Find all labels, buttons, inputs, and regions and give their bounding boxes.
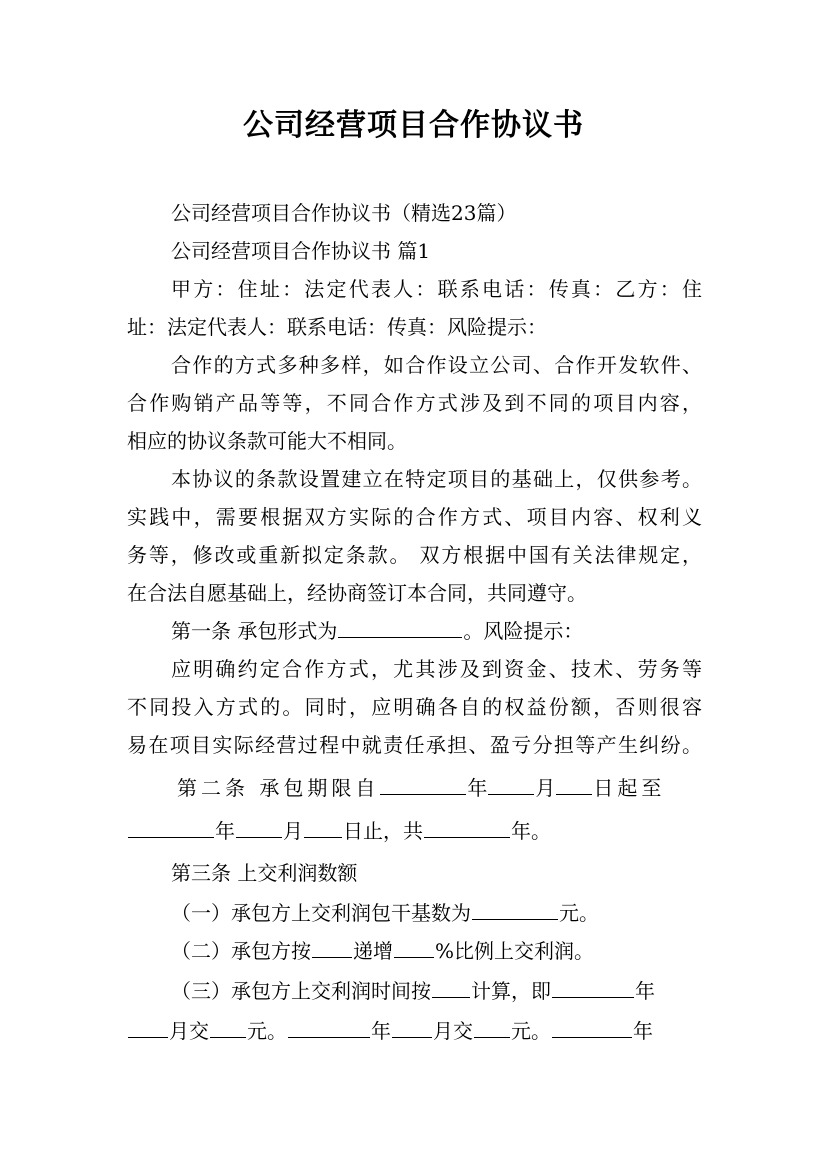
paragraph-line: 在合法自愿基础上，经协商签订本合同，共同遵守。 [127,581,587,605]
clause-3-text: 年 [633,1019,653,1043]
clause-3-text: 元。 [511,1019,551,1043]
blank-field [472,901,558,920]
blank-field [488,776,534,795]
article-1-note: 。风险提示： [463,619,584,643]
blank-field [380,776,466,795]
clause-3-line [127,1018,702,1044]
article-3-heading: 第三条 上交利润数额 [171,861,358,885]
blank-field [432,979,470,998]
paragraph-line: 应明确约定合作方式，尤其涉及到资金、技术、劳务等 [171,657,702,681]
article-1-text: 第一条 承包形式为 [171,619,338,643]
article-2-text: 年 [215,819,235,843]
paragraph-line: 合作购销产品等等，不同合作方式涉及到不同的项目内容， [127,391,702,415]
blank-field [304,819,342,838]
paragraph-line: 址：法定代表人：联系电话：传真：风险提示： [127,315,547,339]
paragraph-line: 易在项目实际经营过程中就责任承担、盈亏分担等产生纠纷。 [127,733,702,757]
blank-field [474,1019,510,1038]
blank-field [128,1019,168,1038]
clause-2-line [127,938,702,964]
blank-field [392,1019,432,1038]
blank-field [312,939,352,958]
article-2-text: 月 [535,776,556,800]
clause-3-text: 年 [371,1019,391,1043]
clause-3-text: 月交 [433,1019,473,1043]
blank-field [394,939,434,958]
article-2-text: 年。 [511,819,551,843]
clause-3-text: 元。 [247,1019,287,1043]
clause-3-text: 年 [635,979,655,1003]
clause-1-text: （一）承包方上交利润包干基数为 [171,901,471,925]
article-2-line [127,818,702,844]
clause-3-line [127,978,702,1004]
clause-3-text: 月交 [169,1019,209,1043]
clause-1-line [127,900,702,926]
document-title: 公司经营项目合作协议书 [243,108,584,143]
article-2-text: 日起至 [593,776,666,800]
blank-field [288,1019,370,1038]
blank-field [128,819,214,838]
clause-2-text: 递增 [353,939,393,963]
article-2-text: 第二条 承包期限自 [177,776,380,800]
paragraph-line: 不同投入方式的。同时，应明确各自的权益份额，否则很容 [127,695,702,719]
clause-3-text: （三）承包方上交利润时间按 [171,979,431,1003]
clause-1-text: 元。 [559,901,599,925]
paragraph-line: 甲方：住址：法定代表人：联系电话：传真：乙方：住 [171,277,702,301]
article-2-line [127,775,702,801]
paragraph-line: 实践中，需要根据双方实际的合作方式、项目内容、权利义 [127,505,702,529]
blank-field [236,819,282,838]
subtitle-line: 公司经营项目合作协议书（精选23篇） [171,201,517,225]
article-2-text: 日止，共 [343,819,423,843]
blank-field [338,619,462,638]
paragraph-line: 合作的方式多种多样，如合作设立公司、合作开发软件、 [171,353,702,377]
section-heading: 公司经营项目合作协议书 篇1 [171,239,431,263]
article-1-line [127,618,702,644]
paragraph-line: 相应的协议条款可能大不相同。 [127,429,407,453]
clause-2-text: （二）承包方按 [171,939,311,963]
paragraph-line: 本协议的条款设置建立在特定项目的基础上，仅供参考。 [171,467,702,491]
paragraph-line: 务等，修改或重新拟定条款。 双方根据中国有关法律规定， [127,543,702,567]
article-2-text: 年 [467,776,488,800]
blank-field [556,776,592,795]
clause-2-text: %比例上交利润。 [435,939,595,963]
blank-field [424,819,510,838]
clause-3-text: 计算，即 [471,979,551,1003]
article-2-text: 月 [283,819,303,843]
blank-field [210,1019,246,1038]
blank-field [552,1019,632,1038]
blank-field [552,979,634,998]
